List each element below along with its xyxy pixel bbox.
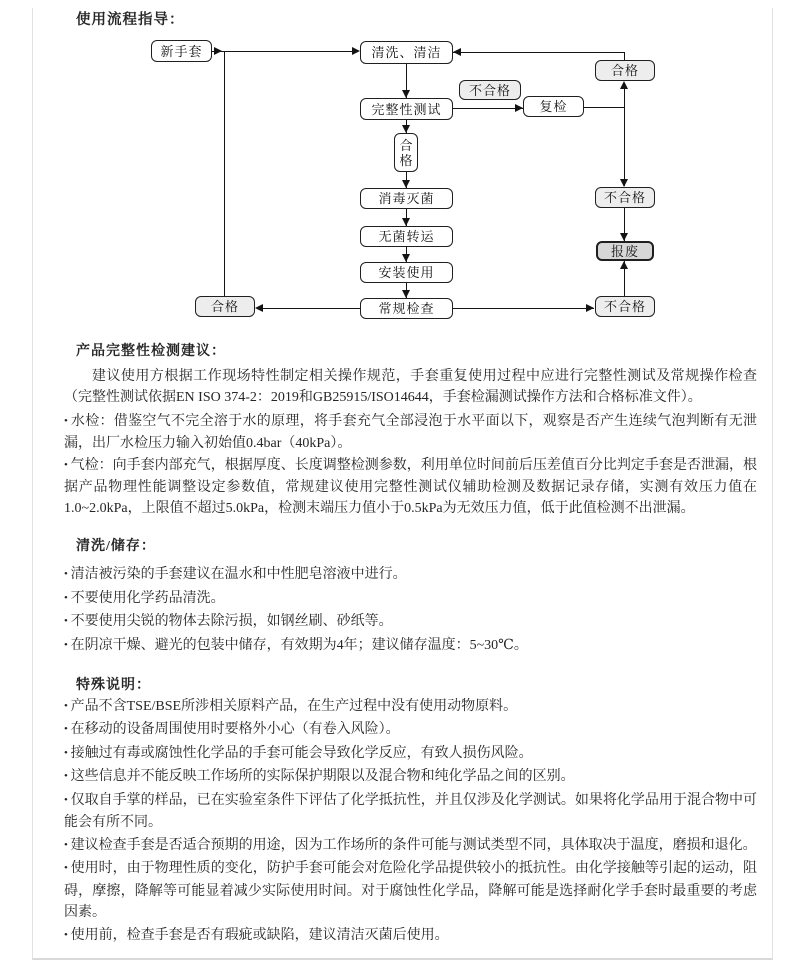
flow-node-pass-top: 合格 [595,60,655,81]
bullet-special-4: • 这些信息并不能反映工作场所的实际保护期限以及混合物和纯化学品之间的区别。 [64,766,757,789]
flow-node-disinfect: 消毒灭菌 [360,188,453,209]
flow-node-recheck: 复检 [523,96,584,117]
bullet-cleaning-1: • 清洁被污染的手套建议在温水和中性肥皂溶液中进行。 [64,564,757,586]
flow-node-fail-label: 不合格 [459,80,521,100]
arrowhead-into-routine-icon [402,290,410,298]
flow-node-install-use: 安装使用 [360,262,453,283]
document-content [33,8,772,958]
section-special [64,674,757,948]
bullet-cleaning-3: • 不要使用尖锐的物体去除污损，如钢丝刷、砂纸等。 [64,611,757,633]
flow-node-pass-bottom: 合格 [195,296,255,317]
arrowhead-into-install-icon [402,254,410,262]
bullet-special-8: • 使用前，检查手套是否有瑕疵或缺陷，建议清洁灭菌后使用。 [64,925,757,948]
section-integrity-heading: 产品完整性检测建议： [76,344,226,359]
bullet-water-test: • 水检：借鉴空气不完全溶于水的原理，将手套充气全部浸泡于水平面以下，观察是否产生连续气泡判断有无泄漏，出厂水检压力输入初始值0.4bar（40kPa）。 [64,411,757,454]
arrowhead-back-to-wash-icon [453,48,461,56]
arrowhead-into-passvert-icon [402,125,410,133]
arrowhead-into-scrap-top-icon [620,233,628,241]
flow-node-routine-check: 常规检查 [360,298,453,319]
bullet-special-1: • 产品不含TSE/BSE所涉相关原料产品，在生产过程中没有使用动物原料。 [64,696,757,719]
arrowhead-into-wash-icon [352,47,360,55]
arrowhead-into-disinfect-icon [402,180,410,188]
arrowhead-into-recheck-icon [515,104,523,112]
usage-flowchart [64,35,757,327]
bullet-special-6: • 建议检查手套是否适合预期的用途，因为工作场所的条件可能与测试类型不同，具体取决于温度，磨损和退化。 [64,835,757,858]
bullet-air-test: • 气检：向手套内部充气，根据厚度、长度调整检测参数，利用单位时间前后压差值百分比判定手套是否泄漏，根据产品物理性能调整设定参数值，常规建议使用完整性测试仪辅助检测及数据记录存储，实测有效压力值在1.0~2.0kPa，上限值不超过5.0kPa，检测末端压力值小于0.5kPa为无效压力值，低于此值检测不出泄漏。 [64,455,757,519]
flow-node-wash-clean: 清洗、清洁 [360,41,453,64]
arrowhead-into-sterile-icon [402,218,410,226]
bullet-special-7: • 使用时，由于物理性质的变化，防护手套可能会对危险化学品提供较小的抵抗性。由化学接触等引起的运动，阻碍，摩擦，降解等可能显着减少实际使用时间。对于腐蚀性化学品，降解可能是选择耐化学手套时最重要的考虑因素。 [64,858,757,924]
flow-node-pass-vertical: 合格 [394,133,418,172]
bullet-special-2: • 在移动的设备周围使用时要格外小心（有卷入风险）。 [64,719,757,742]
section-special-heading: 特殊说明： [76,677,151,693]
flow-node-sterile-transfer: 无菌转运 [360,226,453,247]
flow-node-new-glove: 新手套 [151,40,212,62]
bullet-cleaning-2: • 不要使用化学药品清洗。 [64,588,757,610]
bullet-cleaning-4: • 在阴凉干燥、避光的包装中储存，有效期为4年；建议储存温度：5~30℃。 [64,635,757,657]
flow-node-scrap: 报废 [596,241,654,261]
section-integrity-intro: 建议使用方根据工作现场特性制定相关操作规范，手套重复使用过程中应进行完整性测试及常规操作检查（完整性测试依据EN ISO 374-2：2019和GB25915/ISO14644，手套检漏测试操作方法和合格标准文件）。 [64,369,757,405]
connector-loop-left [224,51,225,296]
connector-integrity-recheck [453,108,523,109]
arrowhead-into-passtop-icon [620,81,628,89]
connector-routine-failbottom [453,308,594,309]
connector-passtop-wash [453,52,625,53]
arrowhead-into-integrity-icon [402,90,410,98]
connector-routine-passbottom [257,308,360,309]
connector-passtop-up [624,52,625,60]
page-title: 使用流程指导： [76,12,185,28]
arrowhead-junction-icon [214,47,222,55]
bullet-special-5: • 仅取自手掌的样品，已在实验室条件下评估了化学抵抗性，并且仅涉及化学测试。如果将化学品用于混合物中可能会有所不同。 [64,790,757,834]
section-cleaning [64,535,757,657]
flow-node-integrity-test: 完整性测试 [360,98,453,120]
section-integrity [64,340,757,519]
arrowhead-into-failmid-icon [620,179,628,187]
arrowhead-into-scrap-bottom-icon [620,261,628,269]
connector-newglove-wash [212,51,352,52]
flow-node-fail-bottom: 不合格 [595,296,655,317]
arrowhead-into-failbottom-icon [586,304,594,312]
section-cleaning-heading: 清洗/储存： [76,539,156,554]
bullet-special-3: • 接触过有毒或腐蚀性化学品的手套可能会导致化学反应，有致人损伤风险。 [64,743,757,766]
flow-node-fail-mid: 不合格 [595,187,655,208]
connector-recheck-split [584,107,625,108]
document-page [32,8,773,960]
arrowhead-into-passbottom-icon [255,304,263,312]
connector-recheck-vertical [624,83,625,186]
